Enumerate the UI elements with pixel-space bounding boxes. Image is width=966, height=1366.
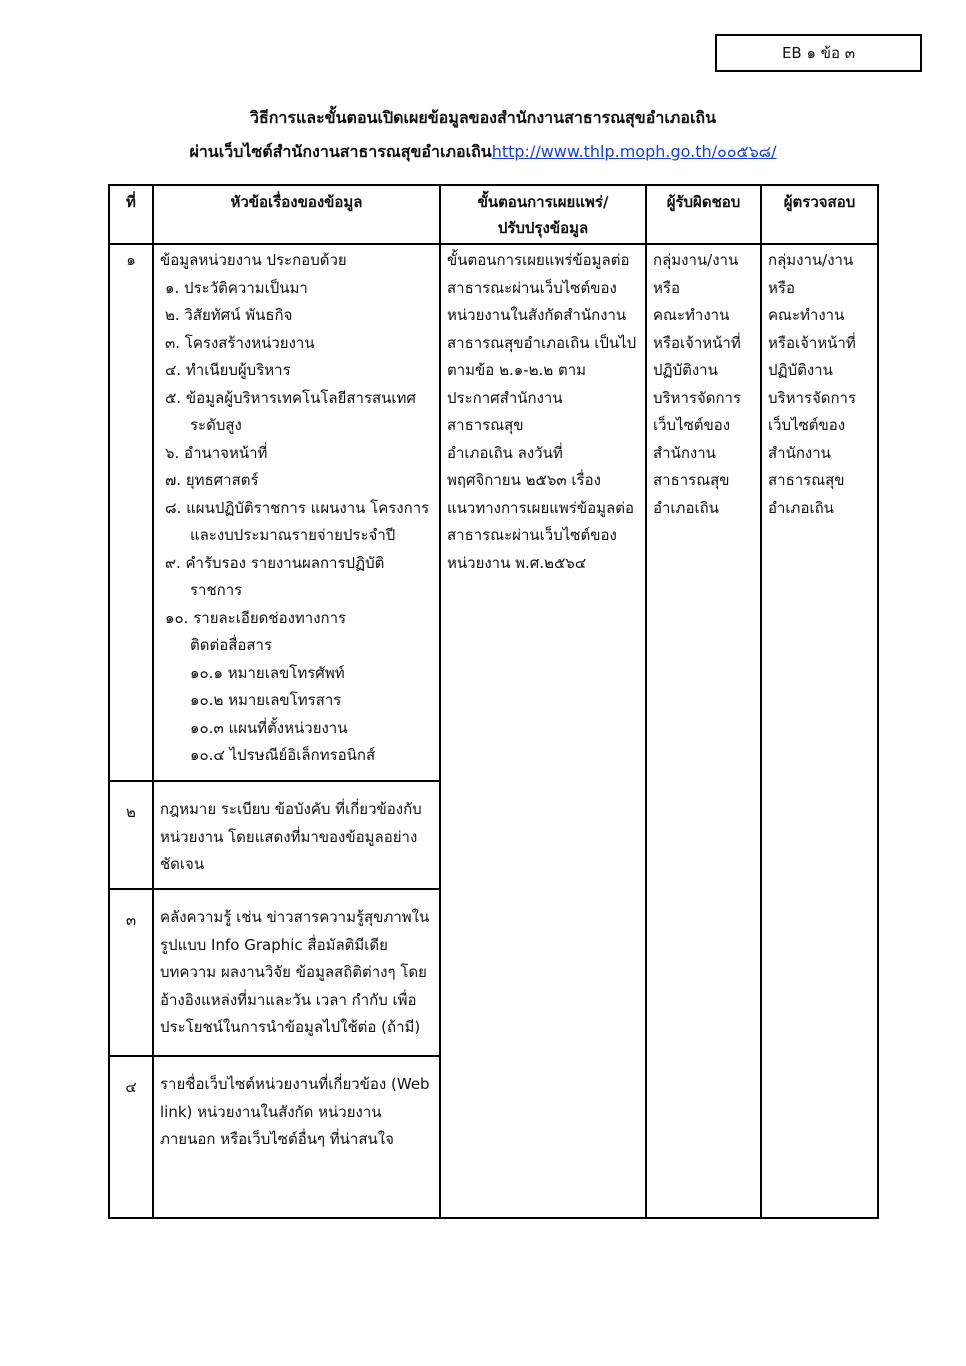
website-link[interactable]: http://www.thlp.moph.go.th/๐๐๕๖๘/ [491, 142, 777, 161]
row-number: ๑ [109, 244, 153, 781]
sub-list-item: ๑๐.๑ หมายเลขโทรศัพท์ [190, 663, 345, 682]
list-item: ๖. อำนาจหน้าที่ [165, 443, 268, 462]
list-item: ๔. ทำเนียบผู้บริหาร [165, 361, 291, 379]
process-line: หน่วยงาน พ.ศ.๒๕๖๔ [447, 553, 587, 572]
responsible-line: หรือ [653, 278, 680, 297]
list-item: ๙. คำรับรอง รายงานผลการปฏิบัติ [165, 553, 385, 572]
sub-list-item: ๑๐.๓ แผนที่ตั้งหน่วยงาน [190, 718, 348, 737]
responsible-cell [646, 244, 761, 1218]
row-topic [153, 1056, 440, 1218]
reviewer-line: สาธารณสุข [768, 471, 845, 489]
list-item-continued: ราชการ [190, 581, 243, 599]
row-number: ๔ [109, 1056, 153, 1218]
process-line: แนวทางการเผยแพร่ข้อมูลต่อ [447, 498, 634, 517]
disclosure-table [108, 184, 879, 1219]
reviewer-line: หรือ [768, 278, 795, 297]
responsible-line: เว็บไซต์ของ [653, 416, 731, 434]
list-item-continued: ระดับสูง [190, 416, 242, 434]
row-number: ๓ [109, 889, 153, 1056]
list-item: ๓. โครงสร้างหน่วยงาน [165, 333, 315, 352]
topic-line: ประโยชน์ในการนำข้อมูลไปใช้ต่อ (ถ้ามี) [160, 1018, 421, 1036]
sub-list-item: ๑๐.๔ ไปรษณีย์อิเล็กทรอนิกส์ [190, 746, 376, 764]
responsible-line: สาธารณสุข [653, 471, 730, 489]
topic-line: รูปแบบ Info Graphic สื่อมัลติมีเดีย [160, 935, 388, 954]
list-item-continued: ติดต่อสื่อสาร [190, 636, 273, 654]
topic-line: ชัดเจน [160, 855, 205, 873]
list-item-continued: และงบประมาณรายจ่ายประจำปี [190, 526, 396, 544]
document-title-line1: วิธีการและขั้นตอนเปิดเผยข้อมูลของสำนักงานสาธารณสุขอำเภอเถิน [249, 108, 717, 127]
row-topic [153, 781, 440, 889]
topic-line: link) หน่วยงานในสังกัด หน่วยงาน [160, 1102, 382, 1121]
topic-line: กฎหมาย ระเบียบ ข้อบังคับ ที่เกี่ยวข้องกับ [160, 800, 422, 818]
list-item: ๒. วิสัยทัศน์ พันธกิจ [165, 306, 293, 324]
responsible-line: คณะทำงาน [653, 306, 730, 324]
header-row [109, 185, 878, 244]
reviewer-cell [761, 244, 878, 1218]
topic-line: รายชื่อเว็บไซต์หน่วยงานที่เกี่ยวข้อง (Web [160, 1075, 430, 1093]
responsible-line: สำนักงาน [653, 443, 716, 462]
topic-intro: ข้อมูลหน่วยงาน ประกอบด้วย [160, 251, 347, 269]
topic-line: อ้างอิงแหล่งที่มาและวัน เวลา กำกับ เพื่อ [160, 990, 417, 1009]
responsible-line: บริหารจัดการ [653, 388, 742, 407]
topic-line: ภายนอก หรือเว็บไซต์อื่นๆ ที่น่าสนใจ [160, 1130, 394, 1148]
process-line: ประกาศสำนักงานสาธารณสุข [447, 388, 563, 434]
reviewer-line: สำนักงาน [768, 443, 831, 462]
list-item: ๗. ยุทธศาสตร์ [165, 471, 259, 489]
header-process-line: ขั้นตอนการเผยแพร่/ [477, 193, 609, 211]
process-line: สาธารณะผ่านเว็บไซต์ของ [447, 526, 617, 544]
process-line: หน่วยงานในสังกัดสำนักงาน [447, 306, 627, 324]
process-line: ตามข้อ ๒.๑-๒.๒ ตาม [447, 361, 587, 379]
row-number: ๒ [109, 781, 153, 889]
reviewer-line: บริหารจัดการ [768, 388, 857, 407]
reviewer-line: ปฏิบัติงาน [768, 361, 833, 379]
reviewer-line: คณะทำงาน [768, 306, 845, 324]
reviewer-line: อำเภอเถิน [768, 498, 834, 517]
document-title-line2 [0, 140, 966, 165]
list-item: ๑. ประวัติความเป็นมา [165, 278, 308, 297]
reviewer-line: กลุ่มงาน/งาน [768, 251, 854, 269]
list-item: ๘. แผนปฏิบัติราชการ แผนงาน โครงการ [165, 498, 430, 517]
list-item: ๕. ข้อมูลผู้บริหารเทคโนโลยีสารสนเทศ [165, 388, 416, 407]
header-reviewer: ผู้ตรวจสอบ [761, 185, 878, 244]
topic-line: หน่วยงาน โดยแสดงที่มาของข้อมูลอย่าง [160, 827, 418, 846]
process-line: สาธารณะผ่านเว็บไซต์ของ [447, 278, 617, 297]
process-cell [440, 244, 646, 1218]
header-process-line: ปรับปรุงข้อมูล [497, 219, 589, 237]
reviewer-line: หรือเจ้าหน้าที่ [768, 333, 856, 352]
responsible-line: อำเภอเถิน [653, 498, 719, 517]
title-prefix: ผ่านเว็บไซต์สำนักงานสาธารณสุขอำเภอเถิน [189, 142, 492, 161]
header-topic: หัวข้อเรื่องของข้อมูล [153, 185, 440, 244]
header-no: ที่ [109, 185, 153, 244]
topic-line: บทความ ผลงานวิจัย ข้อมูลสถิติต่างๆ โดย [160, 963, 427, 981]
list-item: ๑๐. รายละเอียดช่องทางการ [165, 608, 347, 627]
header-process [440, 185, 646, 244]
process-line: อำเภอเถิน ลงวันที่ [447, 443, 563, 462]
process-line: ขั้นตอนการเผยแพร่ข้อมูลต่อ [447, 251, 630, 269]
responsible-line: ปฏิบัติงาน [653, 361, 718, 379]
sub-list-item: ๑๐.๒ หมายเลขโทรสาร [190, 691, 342, 709]
topic-line: คลังความรู้ เช่น ข่าวสารความรู้สุขภาพใน [160, 908, 430, 926]
reviewer-line: เว็บไซต์ของ [768, 416, 846, 434]
responsible-line: กลุ่มงาน/งาน [653, 251, 739, 269]
table-row [109, 244, 878, 781]
row-topic [153, 889, 440, 1056]
process-line: พฤศจิกายน ๒๕๖๓ เรื่อง [447, 471, 601, 489]
row-topic [153, 244, 440, 781]
header-responsible: ผู้รับผิดชอบ [646, 185, 761, 244]
process-line: สาธารณสุขอำเภอเถิน เป็นไป [447, 333, 637, 352]
responsible-line: หรือเจ้าหน้าที่ [653, 333, 741, 352]
document-tag: EB ๑ ข้อ ๓ [715, 34, 922, 72]
